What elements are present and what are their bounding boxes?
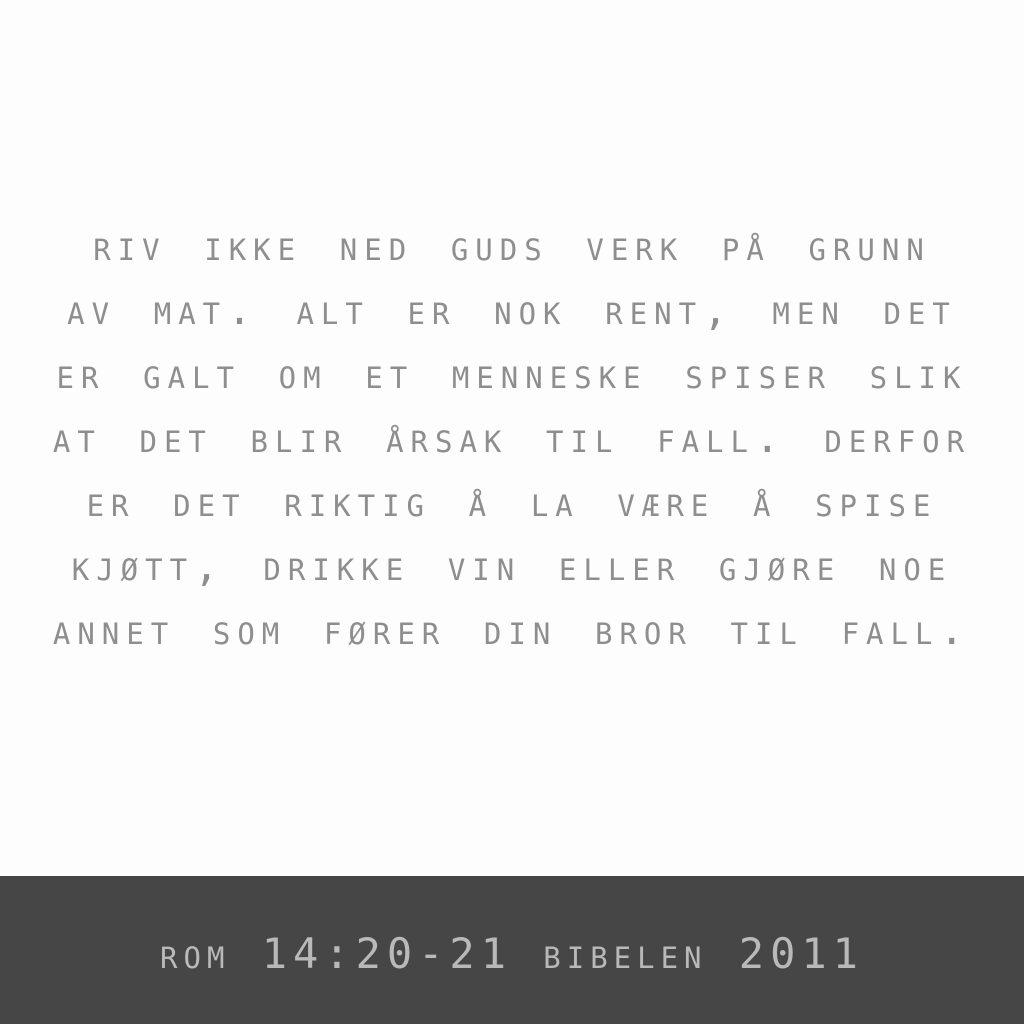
footer-bar bbox=[0, 876, 1024, 1024]
verse-reference: rom 14:20-21 bibelen 2011 bbox=[160, 928, 864, 978]
verse-text: riv ikke ned guds verk på grunn av mat. alt er nok rent, men det er galt om et menneske spiser slik at det blir årsak til fall. derfor er det riktig å la være å spise kjøtt, drikke vin eller gjøre noe annet som fører din bror til fall. bbox=[52, 222, 1009, 654]
